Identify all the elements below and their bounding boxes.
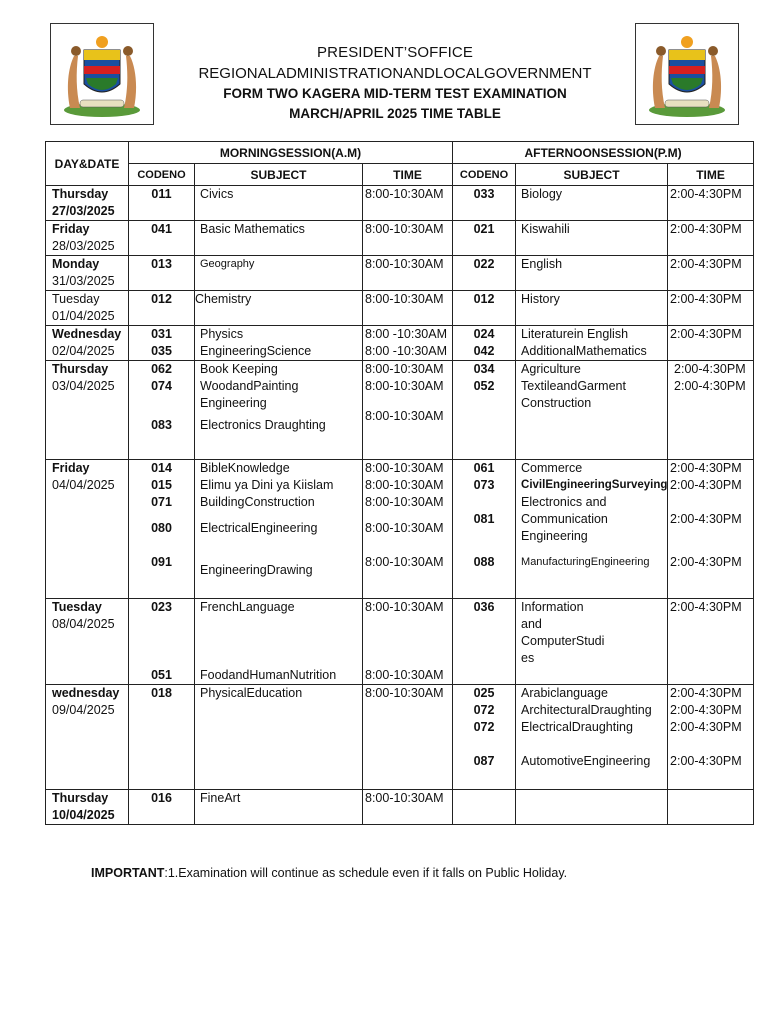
pm-code-cell: [453, 326, 516, 361]
cell-line: 2:00-4:30PM: [670, 703, 742, 717]
cell-line: Book Keeping: [200, 362, 278, 376]
day-date-header: DAY&DATE: [46, 142, 129, 186]
coat-of-arms-right: [635, 23, 739, 125]
cell-line: 8:00-10:30AM: [365, 222, 444, 236]
cell-line: 011: [151, 187, 172, 201]
cell-line: 2:00-4:30PM: [670, 292, 742, 306]
morning-session-header: MORNINGSESSION(A.M): [129, 142, 453, 164]
pm-time-cell: [668, 256, 754, 291]
cell-line: 8:00-10:30AM: [365, 495, 444, 509]
am-time-cell: [363, 186, 453, 221]
am-code-cell: [129, 221, 195, 256]
cell-line: EngineeringDrawing: [200, 563, 313, 577]
line-spacer: [668, 528, 753, 545]
cell-line: Kiswahili: [521, 222, 570, 236]
cell-line: ComputerStudi: [521, 634, 605, 648]
cell-line: FineArt: [200, 791, 241, 805]
am-time-header: TIME: [363, 164, 453, 186]
cell-line: 2:00-4:30PM: [670, 461, 742, 475]
day-cell: [46, 291, 129, 326]
am-subject-cell: [195, 790, 363, 825]
cell-line: 8:00-10:30AM: [365, 409, 444, 423]
am-code-cell: [129, 326, 195, 361]
cell-line: Elimu ya Dini ya Kiislam: [200, 478, 334, 492]
line-spacer: [195, 633, 362, 650]
am-subject-cell: [195, 221, 363, 256]
cell-line: 8:00-10:30AM: [365, 668, 444, 682]
day-cell: [46, 256, 129, 291]
cell-line: 031: [151, 327, 172, 341]
header-administration: REGIONALADMINISTRATIONANDLOCALGOVERNMENT: [198, 65, 592, 82]
cell-line: 2:00-4:30PM: [670, 327, 742, 341]
cell-line: ElectricalEngineering: [200, 521, 318, 535]
am-code-cell: [129, 599, 195, 685]
cell-line: 8:00-10:30AM: [365, 187, 444, 201]
am-subject-cell: [195, 599, 363, 685]
am-code-cell: [129, 256, 195, 291]
am-code-cell: [129, 186, 195, 221]
cell-line: 2:00-4:30PM: [674, 362, 746, 376]
cell-line: ElectricalDraughting: [521, 720, 633, 734]
table-row: [46, 361, 754, 460]
pm-code-cell: [453, 291, 516, 326]
header-office: PRESIDENT’SOFFICE: [317, 44, 473, 61]
table-row: [46, 685, 754, 790]
cell-line: 072: [473, 720, 495, 734]
cell-line: EngineeringScience: [200, 344, 312, 358]
cell-line: 8:00 -10:30AM: [365, 344, 447, 358]
am-time-cell: [363, 221, 453, 256]
line-spacer: [129, 650, 194, 667]
cell-line: 023: [151, 600, 172, 614]
cell-line: 081: [473, 512, 495, 526]
cell-line: 018: [151, 686, 172, 700]
pm-subject-cell: [516, 291, 668, 326]
pm-time-cell: [668, 221, 754, 256]
cell-line: wednesday: [52, 686, 120, 700]
cell-line: Physics: [200, 327, 244, 341]
coat-of-arms-icon: [641, 28, 733, 120]
am-time-cell: [363, 599, 453, 685]
cell-line: 033: [473, 187, 495, 201]
table-row: [46, 256, 754, 291]
cell-line: 080: [151, 521, 172, 535]
cell-line: 2:00-4:30PM: [670, 686, 742, 700]
cell-line: 034: [473, 362, 495, 376]
pm-subject-cell: [516, 361, 668, 460]
cell-line: FrenchLanguage: [200, 600, 295, 614]
cell-line: Commerce: [521, 461, 583, 475]
cell-line: BibleKnowledge: [200, 461, 290, 475]
cell-line: 024: [473, 327, 495, 341]
pm-code-cell: [453, 186, 516, 221]
cell-line: FoodandHumanNutrition: [200, 668, 337, 682]
pm-subject-header: SUBJECT: [516, 164, 668, 186]
day-cell: [46, 790, 129, 825]
afternoon-session-header: AFTERNOONSESSION(P.M): [453, 142, 754, 164]
cell-line: Communication: [521, 512, 608, 526]
cell-line: 074: [151, 379, 172, 393]
coat-of-arms-icon: [56, 28, 148, 120]
pm-code-header: CODENO: [453, 164, 516, 186]
cell-line: 087: [473, 754, 495, 768]
cell-line: 02/04/2025: [52, 344, 115, 358]
table-row: [46, 291, 754, 326]
cell-line: 051: [151, 668, 172, 682]
cell-line: 04/04/2025: [52, 478, 115, 492]
cell-line: TextileandGarment: [521, 379, 626, 393]
cell-line: 03/04/2025: [52, 379, 115, 393]
cell-line: Monday: [52, 257, 100, 271]
cell-line: 8:00-10:30AM: [365, 521, 444, 535]
day-cell: [46, 599, 129, 685]
cell-line: 8:00-10:30AM: [365, 478, 444, 492]
cell-line: Civics: [200, 187, 234, 201]
am-subject-cell: [195, 361, 363, 460]
day-cell: [46, 326, 129, 361]
coat-of-arms-left: [50, 23, 154, 125]
cell-line: ManufacturingEngineering: [521, 556, 650, 568]
am-time-cell: [363, 460, 453, 599]
cell-line: 014: [151, 461, 172, 475]
cell-line: 8:00-10:30AM: [365, 555, 444, 569]
cell-line: ArchitecturalDraughting: [521, 703, 652, 717]
cell-line: AdditionalMathematics: [521, 344, 647, 358]
cell-line: 27/03/2025: [52, 204, 115, 218]
am-code-cell: [129, 790, 195, 825]
line-spacer: [195, 616, 362, 633]
pm-subject-cell: [516, 326, 668, 361]
line-spacer: [129, 633, 194, 650]
cell-line: 2:00-4:30PM: [670, 555, 742, 569]
am-code-cell: [129, 685, 195, 790]
cell-line: 2:00-4:30PM: [670, 478, 742, 492]
pm-time-cell: [668, 361, 754, 460]
cell-line: Thursday: [52, 362, 109, 376]
pm-code-cell: [453, 256, 516, 291]
am-code-cell: [129, 460, 195, 599]
cell-line: 013: [151, 257, 172, 271]
pm-code-cell: [453, 685, 516, 790]
line-spacer: [453, 528, 515, 545]
am-code-header: CODENO: [129, 164, 195, 186]
am-code-cell: [129, 361, 195, 460]
cell-line: 012: [473, 292, 495, 306]
cell-line: 016: [151, 791, 172, 805]
am-subject-cell: [195, 291, 363, 326]
day-cell: [46, 685, 129, 790]
cell-line: 021: [473, 222, 495, 236]
cell-line: Agriculture: [521, 362, 581, 376]
timetable: [45, 141, 754, 825]
cell-line: English: [521, 257, 563, 271]
cell-line: 015: [151, 478, 172, 492]
cell-line: 8:00-10:30AM: [365, 461, 444, 475]
day-cell: [46, 221, 129, 256]
cell-line: Electronics Draughting: [200, 418, 326, 432]
table-row: [46, 186, 754, 221]
line-spacer: [516, 736, 667, 753]
am-subject-header: SUBJECT: [195, 164, 363, 186]
cell-line: CivilEngineeringSurveying: [521, 479, 668, 491]
cell-line: 8:00-10:30AM: [365, 379, 444, 393]
cell-line: 2:00-4:30PM: [670, 187, 742, 201]
am-subject-cell: [195, 326, 363, 361]
cell-line: and: [521, 617, 542, 631]
table-row: [46, 460, 754, 599]
cell-line: 2:00-4:30PM: [670, 754, 742, 768]
am-time-cell: [363, 326, 453, 361]
pm-code-cell: [453, 361, 516, 460]
pm-subject-cell: [516, 460, 668, 599]
cell-line: 2:00-4:30PM: [670, 222, 742, 236]
am-subject-cell: [195, 186, 363, 221]
day-cell: [46, 361, 129, 460]
pm-subject-cell: [516, 599, 668, 685]
cell-line: es: [521, 651, 535, 665]
line-spacer: [129, 616, 194, 633]
cell-line: Information: [521, 600, 584, 614]
pm-time-cell: [668, 685, 754, 790]
pm-time-cell: [668, 460, 754, 599]
important-note: [91, 866, 567, 880]
pm-subject-cell: [516, 790, 668, 825]
important-text: :1.Examination will continue as schedule even if it falls on Public Holiday.: [164, 866, 568, 880]
cell-line: WoodandPainting: [200, 379, 299, 393]
cell-line: 091: [151, 555, 172, 569]
cell-line: 8:00 -10:30AM: [365, 327, 447, 341]
am-time-cell: [363, 361, 453, 460]
am-time-cell: [363, 790, 453, 825]
line-spacer: [668, 494, 753, 511]
cell-line: Friday: [52, 222, 90, 236]
am-subject-cell: [195, 460, 363, 599]
pm-time-cell: [668, 790, 754, 825]
am-time-cell: [363, 291, 453, 326]
cell-line: Biology: [521, 187, 563, 201]
table-row: [46, 790, 754, 825]
cell-line: 041: [151, 222, 172, 236]
am-subject-cell: [195, 256, 363, 291]
cell-line: Electronics and: [521, 495, 607, 509]
am-time-cell: [363, 256, 453, 291]
cell-line: AutomotiveEngineering: [521, 754, 651, 768]
am-subject-cell: [195, 685, 363, 790]
am-time-cell: [363, 685, 453, 790]
table-row: [46, 221, 754, 256]
cell-line: 036: [473, 600, 495, 614]
cell-line: 8:00-10:30AM: [365, 791, 444, 805]
pm-code-cell: [453, 790, 516, 825]
cell-line: 01/04/2025: [52, 309, 115, 323]
pm-subject-cell: [516, 256, 668, 291]
pm-time-cell: [668, 186, 754, 221]
line-spacer: [129, 395, 194, 412]
cell-line: 09/04/2025: [52, 703, 115, 717]
cell-line: Arabiclanguage: [521, 686, 608, 700]
cell-line: 052: [473, 379, 495, 393]
cell-line: 8:00-10:30AM: [365, 362, 444, 376]
cell-line: Engineering: [521, 529, 588, 543]
line-spacer: [363, 616, 452, 633]
cell-line: 8:00-10:30AM: [365, 686, 444, 700]
cell-line: 31/03/2025: [52, 274, 115, 288]
header-exam-title: FORM TWO KAGERA MID-TERM TEST EXAMINATION: [223, 86, 567, 101]
pm-code-cell: [453, 460, 516, 599]
cell-line: Tuesday: [52, 600, 102, 614]
cell-line: 2:00-4:30PM: [674, 379, 746, 393]
cell-line: 2:00-4:30PM: [670, 257, 742, 271]
cell-line: 8:00-10:30AM: [365, 600, 444, 614]
cell-line: 28/03/2025: [52, 239, 115, 253]
important-label: IMPORTANT: [91, 866, 165, 880]
line-spacer: [453, 494, 515, 511]
line-spacer: [363, 650, 452, 667]
pm-code-cell: [453, 221, 516, 256]
cell-line: 088: [473, 555, 495, 569]
table-row: [46, 599, 754, 685]
cell-line: PhysicalEducation: [200, 686, 303, 700]
cell-line: Geography: [200, 258, 255, 270]
cell-line: Friday: [52, 461, 90, 475]
cell-line: 071: [151, 495, 172, 509]
cell-line: 2:00-4:30PM: [670, 720, 742, 734]
cell-line: Engineering: [200, 396, 267, 410]
cell-line: 061: [473, 461, 495, 475]
line-spacer: [195, 545, 362, 562]
am-code-cell: [129, 291, 195, 326]
cell-line: History: [521, 292, 560, 306]
cell-line: 10/04/2025: [52, 808, 115, 822]
cell-line: BuildingConstruction: [200, 495, 315, 509]
cell-line: 083: [151, 418, 172, 432]
line-spacer: [668, 736, 753, 753]
line-spacer: [195, 650, 362, 667]
cell-line: 062: [151, 362, 172, 376]
cell-line: 025: [473, 686, 495, 700]
cell-line: 073: [473, 478, 495, 492]
cell-line: 2:00-4:30PM: [670, 512, 742, 526]
cell-line: Literaturein English: [521, 327, 629, 341]
cell-line: Construction: [521, 396, 592, 410]
pm-time-cell: [668, 326, 754, 361]
table-row: [46, 326, 754, 361]
cell-line: 08/04/2025: [52, 617, 115, 631]
day-cell: [46, 460, 129, 599]
cell-line: 035: [151, 344, 172, 358]
document-header: [160, 42, 630, 124]
pm-subject-cell: [516, 221, 668, 256]
cell-line: 012: [151, 292, 172, 306]
line-spacer: [363, 633, 452, 650]
cell-line: 022: [473, 257, 495, 271]
pm-subject-cell: [516, 186, 668, 221]
cell-line: Tuesday: [52, 292, 100, 306]
cell-line: Thursday: [52, 187, 109, 201]
line-spacer: [453, 736, 515, 753]
day-cell: [46, 186, 129, 221]
pm-time-header: TIME: [668, 164, 754, 186]
cell-line: 042: [473, 344, 495, 358]
cell-line: Basic Mathematics: [200, 222, 305, 236]
cell-line: Wednesday: [52, 327, 122, 341]
cell-line: Chemistry: [195, 292, 252, 306]
cell-line: 8:00-10:30AM: [365, 257, 444, 271]
cell-line: Thursday: [52, 791, 109, 805]
pm-time-cell: [668, 599, 754, 685]
header-timetable-title: MARCH/APRIL 2025 TIME TABLE: [289, 106, 501, 121]
cell-line: 2:00-4:30PM: [670, 600, 742, 614]
pm-time-cell: [668, 291, 754, 326]
pm-code-cell: [453, 599, 516, 685]
pm-subject-cell: [516, 685, 668, 790]
cell-line: 8:00-10:30AM: [365, 292, 444, 306]
cell-line: 072: [473, 703, 495, 717]
